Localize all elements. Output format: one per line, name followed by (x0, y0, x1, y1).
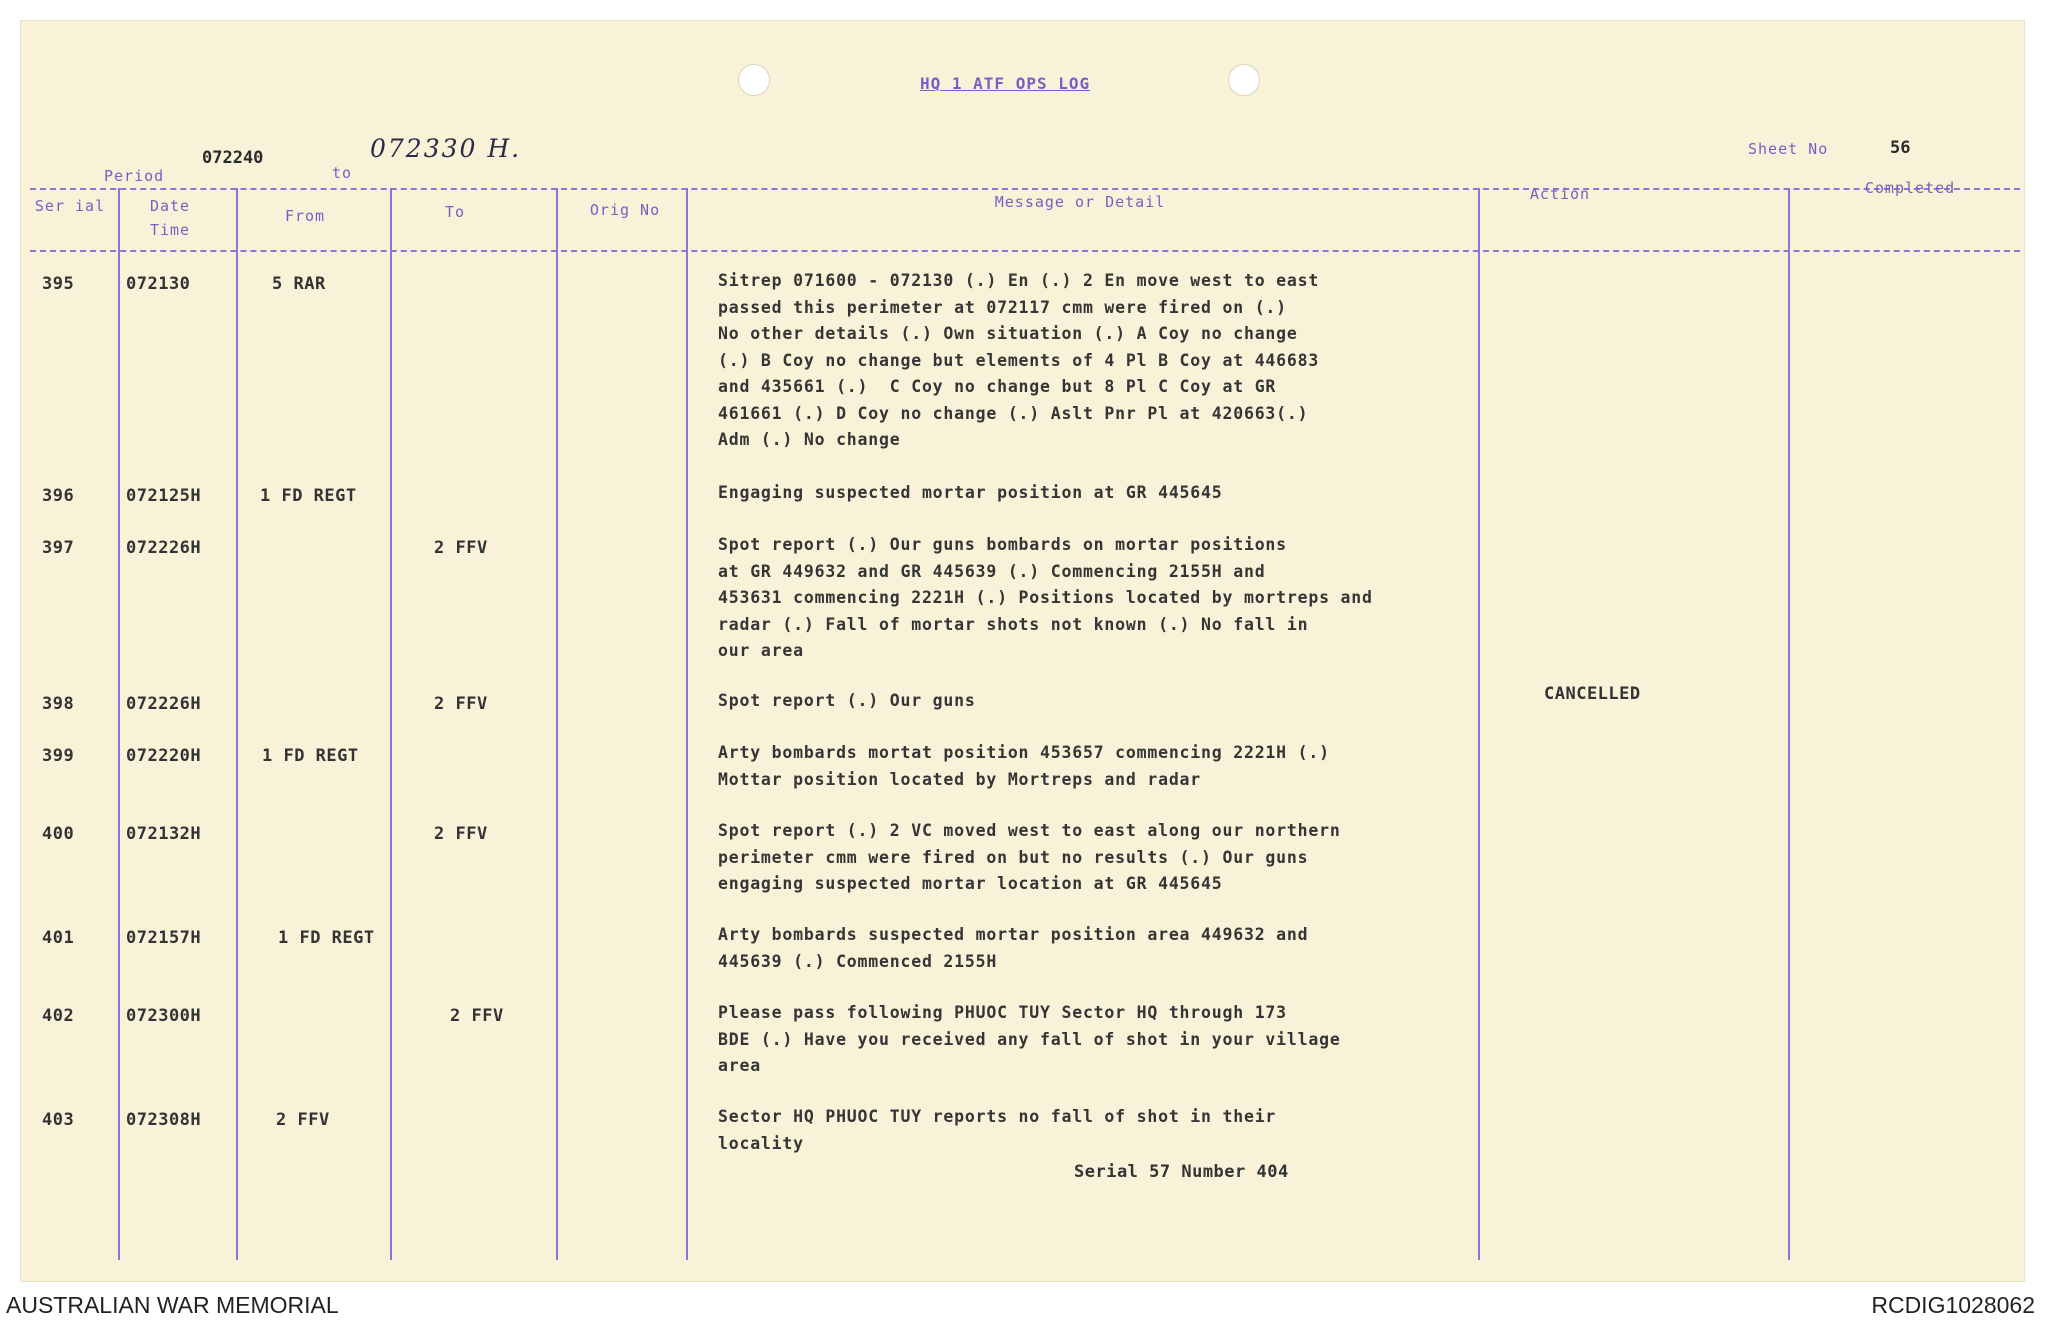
entry-serial: 403 (42, 1110, 75, 1130)
entry-serial: 399 (42, 746, 75, 766)
punch-hole (738, 64, 770, 96)
entry-message: Sector HQ PHUOC TUY reports no fall of shot in their locality (718, 1107, 1277, 1153)
entry-message: Engaging suspected mortar position at GR 445645 (718, 483, 1223, 502)
entry-serial: 396 (42, 486, 75, 506)
entry-serial: 402 (42, 1006, 75, 1026)
entry-to: 2 FFV (450, 1006, 504, 1026)
log-title: HQ 1 ATF OPS LOG (920, 74, 1091, 93)
column-divider (390, 188, 392, 1260)
entry-serial: 397 (42, 538, 75, 558)
closing-note: Serial 57 Number 404 (1074, 1162, 1289, 1182)
entry-time: 072226H (126, 694, 202, 714)
col-header-orig-no: Orig No (589, 201, 661, 219)
col-header-message: Message or Detail (994, 193, 1166, 211)
entry-time: 072130 (126, 274, 191, 294)
entry-serial: 401 (42, 928, 75, 948)
column-divider (236, 188, 238, 1260)
entry-message: Spot report (.) 2 VC moved west to east along our northern perimeter cmm were fired on but no results (.) Our guns engaging suspected mortar location at GR 445645 (718, 821, 1341, 893)
entry-serial: 395 (42, 274, 75, 294)
entry-time: 072157H (126, 928, 202, 948)
period-to-label: to (332, 164, 353, 182)
entry-time: 072125H (126, 486, 202, 506)
entry-serial: 400 (42, 824, 75, 844)
column-divider (556, 188, 558, 1260)
col-header-completed: Completed (1864, 179, 1956, 197)
entry-serial: 398 (42, 694, 75, 714)
entry-time: 072220H (126, 746, 202, 766)
entry-from: 1 FD REGT (260, 486, 357, 506)
col-header-action: Action (1529, 185, 1591, 203)
entry-message: Spot report (.) Our guns (718, 691, 976, 710)
column-divider (686, 188, 688, 1260)
col-header-datetime: Date Time (149, 197, 191, 239)
header-rule-bottom (30, 250, 2020, 252)
col-header-to: To (444, 203, 466, 221)
entry-message: Please pass following PHUOC TUY Sector HQ through 173 BDE (.) Have you received any fall of shot in your village area (718, 1003, 1341, 1075)
entry-from: 5 RAR (272, 274, 326, 294)
period-end-handwritten: 072330 H. (370, 134, 522, 163)
punch-hole (1228, 64, 1260, 96)
entry-to: 2 FFV (434, 824, 488, 844)
sheet-label: Sheet No (1748, 140, 1829, 158)
entry-time: 072308H (126, 1110, 202, 1130)
column-divider (118, 188, 120, 1260)
entry-from: 1 FD REGT (262, 746, 359, 766)
entry-time: 072132H (126, 824, 202, 844)
period-label: Period (104, 167, 165, 185)
entry-time: 072226H (126, 538, 202, 558)
entry-action-cancelled: CANCELLED (1544, 684, 1641, 704)
col-header-serial: Ser ial (34, 197, 106, 215)
footer-reference: RCDIG1028062 (1871, 1292, 2035, 1318)
entry-message: Arty bombards suspected mortar position area 449632 and 445639 (.) Commenced 2155H (718, 925, 1309, 971)
entry-message: Sitrep 071600 - 072130 (.) En (.) 2 En move west to east passed this perimeter at 072117 cmm were fired on (.) No other details (.) Own situation (.) A Coy no change (.) B Coy no change but elements of 4 Pl B Coy at 446683 and 435661 (.) C Coy no change but 8 Pl C Coy at GR 461661 (.) D Coy no change (.) Aslt Pnr Pl at 420663(.) Adm (.) No change (718, 271, 1320, 449)
entry-to: 2 FFV (434, 694, 488, 714)
entry-message: Arty bombards mortat position 453657 commencing 2221H (.) Mottar position located by Mortreps and radar (718, 743, 1330, 789)
sheet-number: 56 (1890, 138, 1911, 158)
column-divider (1478, 188, 1480, 1260)
entry-to: 2 FFV (434, 538, 488, 558)
col-header-from: From (284, 207, 326, 225)
entry-from: 1 FD REGT (278, 928, 375, 948)
entry-from: 2 FFV (276, 1110, 330, 1130)
entry-message: Spot report (.) Our guns bombards on mortar positions at GR 449632 and GR 445639 (.) Commencing 2155H and 453631 commencing 2221H (.) Positions located by mortreps and radar (.) Fall of mortar shots not known (.) No fall in our area (718, 535, 1373, 660)
entry-time: 072300H (126, 1006, 202, 1026)
footer-source: AUSTRALIAN WAR MEMORIAL (6, 1292, 339, 1318)
period-start: 072240 (202, 148, 264, 168)
column-divider (1788, 188, 1790, 1260)
